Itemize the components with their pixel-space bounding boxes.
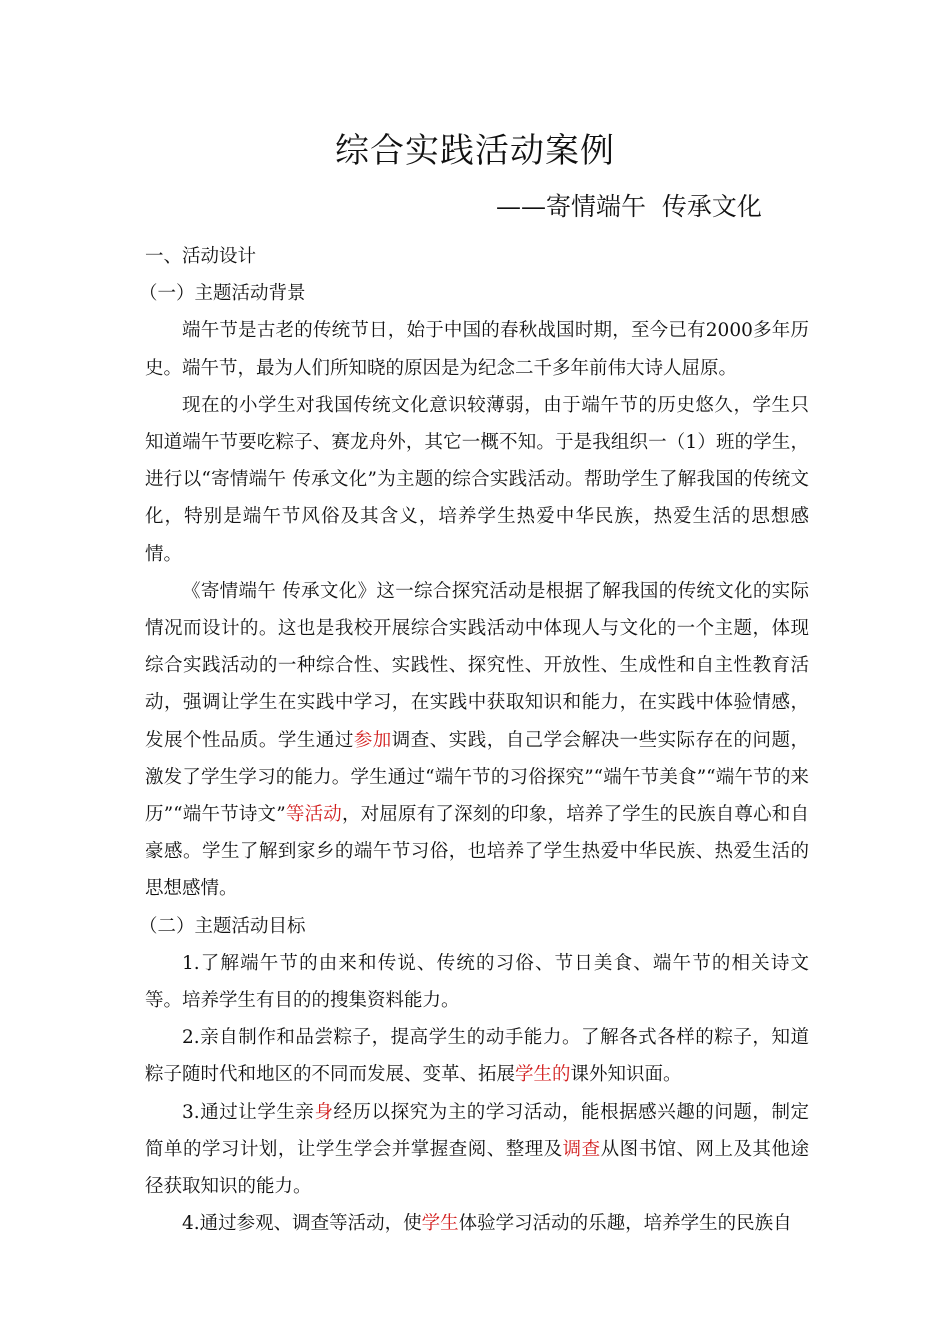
- goal-item-3-text-1: 3.通过让学生亲: [182, 1101, 315, 1123]
- goal-item-2-text-2: 课外知识面。: [570, 1064, 682, 1086]
- document-subtitle: ——寄情端午 传承文化: [496, 192, 762, 221]
- paragraph-design: [145, 573, 809, 908]
- highlight-text: 等活动: [285, 804, 342, 826]
- goal-item-3: [145, 1094, 809, 1206]
- highlight-text: 学生: [421, 1213, 459, 1235]
- subsection-heading-goals: （二）主题活动目标: [139, 915, 306, 937]
- goal-item-3-text-3: 从图书馆、网上及其他途径获取知识的能力。: [145, 1138, 809, 1198]
- goal-item-3-text-2: 经历以探究为主的学习活动，能根据感兴趣的问题，制定简单的学习计划，让学生学会并掌握查阅、整理及: [145, 1101, 809, 1160]
- subsection-heading-background: （一）主题活动背景: [139, 283, 306, 305]
- paragraph-origin: 端午节是古老的传统节日，始于中国的春秋战国时期，至今已有2000多年历史。端午节，最为人们所知晓的原因是为纪念二千多年前伟大诗人屈原。: [145, 320, 809, 379]
- paragraph-design-text-1: 《寄情端午 传承文化》这一综合探究活动是根据了解我国的传统文化的实际情况而设计的。这也是我校开展综合实践活动中体现人与文化的一个主题，体现综合实践活动的一种综合性、实践性、探究性、开放性、生成性和自主性教育活动，强调让学生在实践中学习，在实践中获取知识和能力，在实践中体验情感，发展个性品质。学生通过: [145, 580, 809, 751]
- highlight-text: 参加: [353, 729, 392, 751]
- goal-item-2: [145, 1019, 809, 1093]
- goal-item-4-text-1: 4.通过参观、调查等活动，使: [182, 1213, 422, 1235]
- highlight-text: 身: [314, 1101, 334, 1123]
- document-body: [139, 238, 809, 1242]
- goal-item-4-text-2: 体验学习活动的乐趣，培养学生的民族自: [458, 1213, 792, 1235]
- highlight-text: 学生的: [515, 1064, 571, 1086]
- goal-item-1: 1.了解端午节的由来和传说、传统的习俗、节日美食、端午节的相关诗文等。培养学生有目的的搜集资料能力。: [145, 952, 809, 1012]
- paragraph-design-text-3: ，对屈原有了深刻的印象，培养了学生的民族自尊心和自豪感。学生了解到家乡的端午节习俗，也培养了学生热爱中华民族、热爱生活的思想感情。: [145, 804, 809, 900]
- goal-item-4: [145, 1205, 809, 1242]
- section-heading-activity-design: 一、活动设计: [145, 246, 257, 267]
- paragraph-motivation: 现在的小学生对我国传统文化意识较薄弱，由于端午节的历史悠久，学生只知道端午节要吃粽子、赛龙舟外，其它一概不知。于是我组织一（1）班的学生，进行以“寄情端午 传承文化”为主题的综合实践活动。帮助学生了解我国的传统文化，特别是端午节风俗及其含义，培养学生热爱中华民族，热爱生活的思想感情。: [145, 394, 809, 565]
- paragraph-design-text-2: 调查、实践，自己学会解决一些实际存在的问题，激发了学生学习的能力。学生通过“端午节的习俗探究”“端午节美食”“端午节的来历”“端午节诗文”: [145, 729, 809, 826]
- highlight-text: 调查: [562, 1138, 601, 1160]
- document-title: 综合实践活动案例: [335, 131, 615, 171]
- goal-item-2-text-1: 2.亲自制作和品尝粽子，提高学生的动手能力。了解各式各样的粽子，知道粽子随时代和地区的不同而发展、变革、拓展: [145, 1027, 809, 1086]
